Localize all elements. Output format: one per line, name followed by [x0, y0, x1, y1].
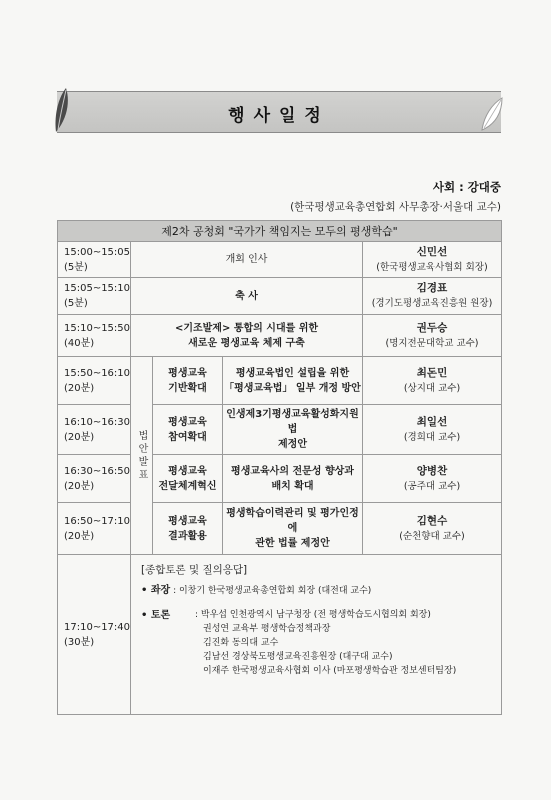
- program-item: <기조발제> 통합의 시대를 위한: [174, 322, 319, 334]
- presentation-topic: 평생학습이력관리 및 평가인정에: [226, 508, 359, 534]
- duration: (20분): [64, 431, 95, 443]
- speaker-affiliation: (순천향대 교수): [399, 530, 465, 542]
- speaker-name: 최일선: [416, 415, 448, 428]
- presentation-topic: 제정안: [278, 439, 307, 450]
- time-range: 16:30~16:50: [64, 465, 131, 477]
- leaf-icon: [480, 94, 504, 134]
- table-row: [58, 315, 502, 357]
- panelist: 김진화 동의대 교수: [203, 638, 279, 648]
- table-row: [58, 555, 502, 715]
- panel-label: • 토론: [141, 610, 171, 621]
- discussion-title: [종합토론 및 질의응답]: [141, 564, 248, 576]
- table-row: [58, 405, 502, 455]
- table-row: [58, 455, 502, 503]
- chair: : 이창기 한국평생교육총연합회 회장 (대전대 교수): [173, 586, 372, 596]
- duration: (5분): [64, 261, 88, 273]
- policy-area: 평생교육: [168, 515, 207, 527]
- policy-area: 참여확대: [168, 431, 207, 443]
- page-title: 행사일정: [228, 106, 330, 126]
- panelist-list: [195, 608, 456, 678]
- title-banner: [57, 91, 501, 133]
- duration: (20분): [64, 382, 95, 394]
- table-row: [58, 278, 502, 315]
- presentation-topic: 배치 확대: [271, 480, 314, 492]
- leaf-icon: [52, 86, 76, 134]
- speaker-affiliation: (경희대 교수): [403, 431, 461, 443]
- time-range: 15:05~15:10: [64, 283, 131, 294]
- table-row: [58, 503, 502, 555]
- program-item: 축 사: [131, 278, 363, 315]
- time-range: 15:50~16:10: [64, 367, 131, 379]
- program-item: 새로운 평생교육 체제 구축: [188, 337, 305, 349]
- time-range: 16:50~17:10: [64, 515, 131, 527]
- schedule-table: [57, 220, 502, 715]
- duration: (20분): [64, 480, 95, 492]
- duration: (5분): [64, 298, 88, 309]
- speaker-name: 김현수: [416, 514, 448, 527]
- time-range: 15:10~15:50: [64, 322, 131, 334]
- time-range: 15:00~15:05: [64, 246, 131, 258]
- presentation-topic: 관한 법률 제정안: [255, 538, 330, 549]
- speaker-name: 최돈민: [416, 366, 448, 379]
- speaker-affiliation: (한국평생교육사협회 회장): [376, 261, 488, 273]
- time-range: 17:10~17:40: [64, 621, 131, 633]
- discussion-block: [131, 555, 502, 715]
- table-row: [58, 242, 502, 278]
- moderator: 사회 : 강대중: [432, 180, 501, 194]
- panelist: : 박우섭 인천광역시 남구청장 (전 평생학습도시협의회 회장): [195, 610, 431, 620]
- policy-area: 평생교육: [168, 416, 207, 428]
- table-header: [58, 221, 502, 242]
- policy-area: 결과활용: [168, 530, 207, 542]
- policy-area: 평생교육: [168, 465, 207, 477]
- moderator-affiliation: (한국평생교육총연합회 사무총장·서울대 교수): [290, 201, 501, 213]
- speaker-affiliation: (공주대 교수): [403, 480, 461, 492]
- section-label: 법안발표: [136, 429, 147, 482]
- policy-area: 평생교육: [168, 367, 207, 379]
- table-row: [58, 357, 502, 405]
- duration: (30분): [64, 636, 95, 648]
- speaker-name: 신민선: [416, 245, 448, 258]
- speaker-affiliation: (명지전문대학교 교수): [385, 337, 479, 349]
- panelist: 이재주 한국평생교육사협회 이사 (마포평생학습관 정보센터팀장): [203, 666, 457, 676]
- program-item: 개회 인사: [131, 242, 363, 278]
- speaker-affiliation: (경기도평생교육진흥원 원장): [371, 298, 493, 309]
- presentation-topic: 평생교육법인 설립을 위한: [235, 367, 350, 379]
- presentation-topic: 「평생교육법」 일부 개정 방안: [224, 382, 361, 394]
- panelist: 김남선 경상북도평생교육진흥원장 (대구대 교수): [203, 652, 393, 662]
- policy-area: 전달체계혁신: [158, 480, 217, 492]
- presentation-topic: 평생교육사의 전문성 향상과: [231, 465, 354, 477]
- session-heading: 제2차 공청회 "국가가 책임지는 모두의 평생학습": [58, 221, 502, 242]
- time-range: 16:10~16:30: [64, 416, 131, 428]
- policy-area: 기반확대: [168, 382, 207, 394]
- duration: (40분): [64, 337, 95, 349]
- speaker-name: 김경표: [416, 282, 448, 294]
- speaker-name: 권두승: [416, 321, 448, 334]
- duration: (20분): [64, 530, 95, 542]
- chair-label: • 좌장: [141, 585, 171, 596]
- speaker-affiliation: (상지대 교수): [403, 382, 461, 394]
- panelist: 권성연 교육부 평생학습정책과장: [203, 624, 331, 634]
- presentation-topic: 인생제3기평생교육활성화지원법: [226, 409, 359, 435]
- speaker-name: 양병찬: [416, 464, 448, 477]
